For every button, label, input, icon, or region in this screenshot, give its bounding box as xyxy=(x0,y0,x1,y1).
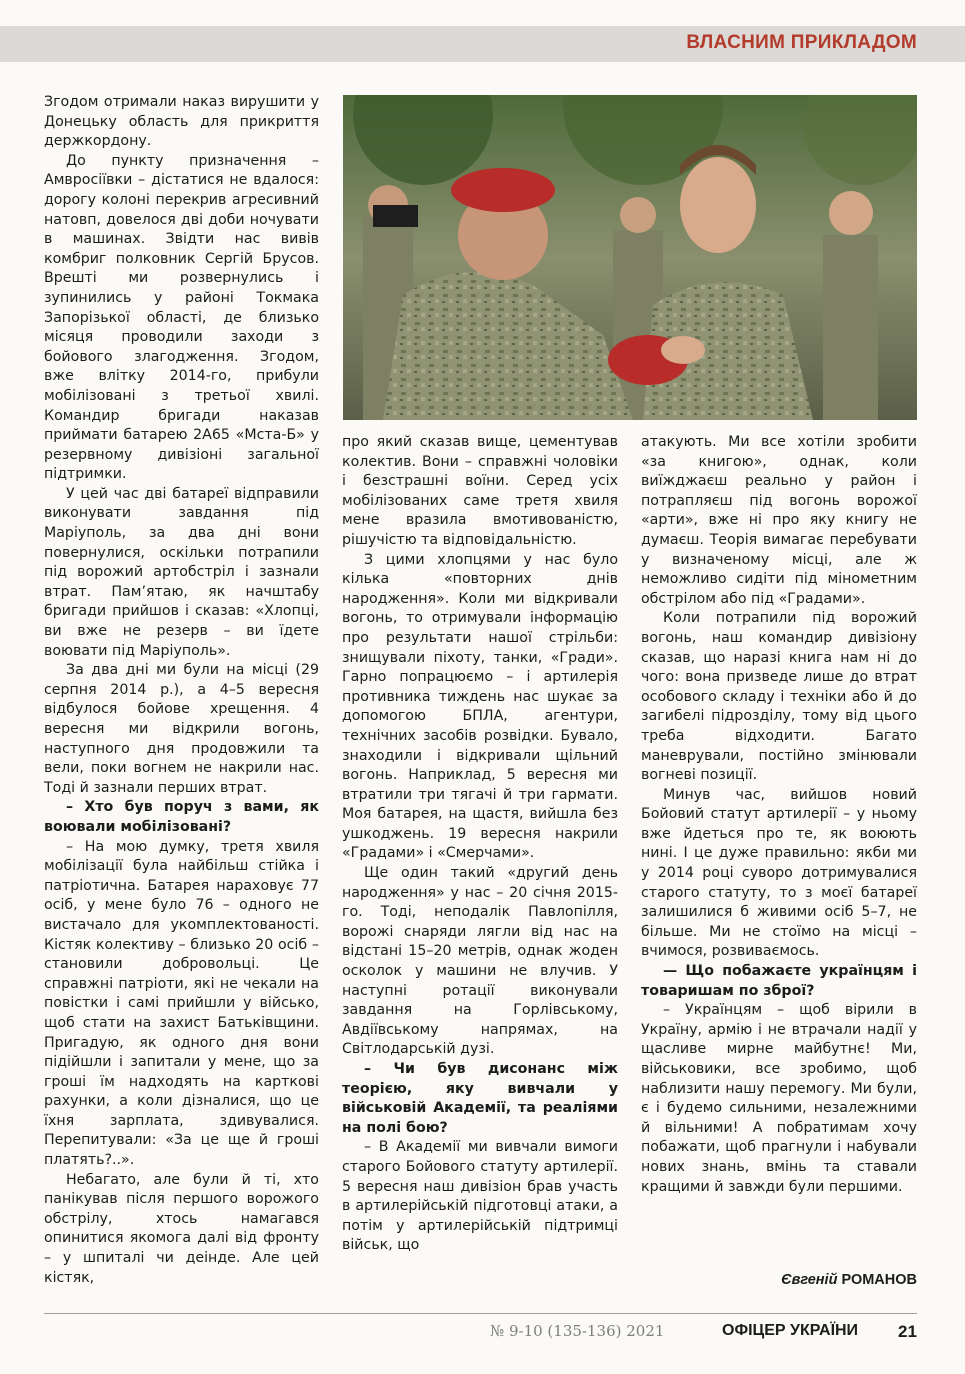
article-column-2 xyxy=(342,433,618,1256)
section-header-band xyxy=(0,26,965,62)
paragraph: У цей час дві батареї відправили виконувати завдання під Маріуполь, за два дні вони повернулися, оскільки потрапили під ворожий артобстріл і зазнали втрат. Пам’ятаю, як начштабу бригади прийшов і сказав: «Хлопці, ви вже не резерв – ви їдете воювати під Маріуполь». xyxy=(44,485,319,659)
article-column-3 xyxy=(641,433,917,1197)
paragraph: атакують. Ми все хотіли зробити «за книгою», однак, коли виїжджаєш реально у район і потрапляєш під вогонь ворожої «арти», вже ні про яку книгу не думаєш. Теорія вимагає перебувати у визначеному місці, але ж неможливо сидіти під мінометним обстрілом або під «Градами». xyxy=(641,434,917,607)
author-byline xyxy=(781,1272,917,1288)
section-title: ВЛАСНИМ ПРИКЛАДОМ xyxy=(686,32,917,53)
paragraph: – На мою думку, третя хвиля мобілізації була найбільш стійка і патріотична. Батарея нараховує 77 осіб, у мене було 76 – одного не вистачало для укомплектованості. Кістяк колективу – близько 20 осіб – становили добровольці. Це справжні патріоти, які не чекали на повістки і самі прийшли у військо, щоб стати на захист Батьківщини. Пригадую, як одного дня вони підійшли і запитали у мене, що за гроші їм надходять на карткові рахунки, а коли дізналися, що це їхня зарплата, здивувалися. Перепитували: «За це ще й гроші платять?..». xyxy=(44,838,319,1169)
paragraph: – В Академії ми вивчали вимоги старого Бойового статуту артилерії. 5 вересня наш дивізіон брав участь в артилерійській підготовці атаки, а потім у артилерійській підтримці військ, що xyxy=(342,1139,618,1254)
paragraph: За два дні ми були на місці (29 серпня 2014 р.), а 4–5 вересня відбулося бойове хрещення. 4 вересня ми відкрили вогонь, наступного дня продовжили та вели, поки вогнем не накрили нас. Тоді й зазнали перших втрат. xyxy=(44,662,319,796)
paragraph: Минув час, вийшов новий Бойовий статут артилерії – у ньому вже йдеться про те, як воюють нині. І це дуже правильно: якби ми у 2014 році суворо дотримувалися старого статуту, то з моєї батареї залишилися б живими осіб 5–7, не більше. Ми не стоїмо на місці – вчимося, розвиваємось. xyxy=(641,786,917,960)
article-photo xyxy=(343,95,917,420)
paragraph: До пункту призначення – Амвросіївки – дістатися не вдалося: дорогу колоні перекрив агресивний натовп, довелося дві доби ночувати в машинах. Звідти нас вивів комбриг полковник Сергій Брусов. Врешті ми розвернулись і зупинились у районі Токмака Запорізької області, де близько місяця проводили заходи з бойового злагодження. Згодом, вже влітку 2014-го, прибули мобілізовані з третьої хвилі. Командир бригади наказав приймати батарею 2А65 «Мста-Б» у резервному дивізіоні загальної підтримки. xyxy=(44,152,319,483)
interview-question: – Чи був дисонанс між теорією, яку вивчали у військовій Академії, та реаліями на полі бою? xyxy=(342,1061,618,1136)
paragraph: Ще один такий «другий день народження» у нас – 20 січня 2015-го. Тоді, неподалік Павлопілля, ворожі снаряди лягли від нас на відстані 15–20 метрів, однак жоден осколок у машини не влучив. У наступні ротації виконували завдання на Горлівському, Авдіївському напрямах, на Світлодарській дузі. xyxy=(342,865,618,1058)
magazine-title: ОФІЦЕР УКРАЇНИ xyxy=(722,1322,859,1339)
paragraph: Згодом отримали наказ вирушити у Донецьку область для прикриття держкордону. xyxy=(44,94,319,150)
paragraph: З цими хлопцями у нас було кілька «повторних днів народження». Коли ми відкривали вогонь, то отримували інформацію про результати нашої стрільби: знищували піхоту, танки, «Гради». Гарно попрацюємо – і артилерія противника тиждень нас шукає за допомогою БПЛА, агентури, технічних засобів розвідки. Бувало, знаходили і відкривали щільний вогонь. Наприклад, 5 вересня ми втратили три тягачі й три гармати. Моя батарея, на щастя, вийшла без ушкоджень. 19 вересня накрили «Градами» і «Смерчами». xyxy=(342,551,618,862)
article-column-1 xyxy=(44,93,319,1288)
footer-divider xyxy=(44,1313,917,1314)
issue-number: № 9-10 (135-136) 2021 xyxy=(490,1322,665,1340)
paragraph: Коли потрапили під ворожий вогонь, наш командир дивізіону сказав, що наразі книга нам ні до чого: вона призведе лише до втрат особового складу і техніки або й до загибелі підрозділу, тому від цього треба відходити. Багато маневрували, постійно змінювали вогневі позиції. xyxy=(641,610,917,784)
paragraph: – Українцям – щоб вірили в Україну, армію і не втрачали надії у щасливе мирне майбутнє! Ми, військовики, все зробимо, щоб наблизити нашу перемогу. Ми були, є і будемо сильними, незалежними й вільними! А побратимам хочу побажати, щоб прагнули і набували нових знань, вмінь та ставали кращими й завжди були першими. xyxy=(641,1002,917,1195)
page-number: 21 xyxy=(898,1322,917,1341)
author-last-name: РОМАНОВ xyxy=(841,1272,917,1288)
paragraph: Небагато, але були й ті, хто панікував після першого ворожого обстрілу, хтось намагався опинитися якомога далі від фронту – у шпиталі чи деінде. Але цей кістяк, xyxy=(44,1171,319,1286)
author-first-name: Євгеній xyxy=(781,1272,838,1288)
interview-question: — Що побажаєте українцям і товаришам по зброї? xyxy=(641,963,917,999)
soldiers-beret-ceremony-photo xyxy=(343,95,917,420)
interview-question: – Хто був поруч з вами, як воювали мобілізовані? xyxy=(44,799,319,835)
paragraph: про який сказав вище, цементував колектив. Вони – справжні чоловіки і безстрашні воїни. Серед усіх мобілізованих саме третя хвиля мене вразила вмотивованістю, рішучістю та відповідальністю. xyxy=(342,434,618,548)
